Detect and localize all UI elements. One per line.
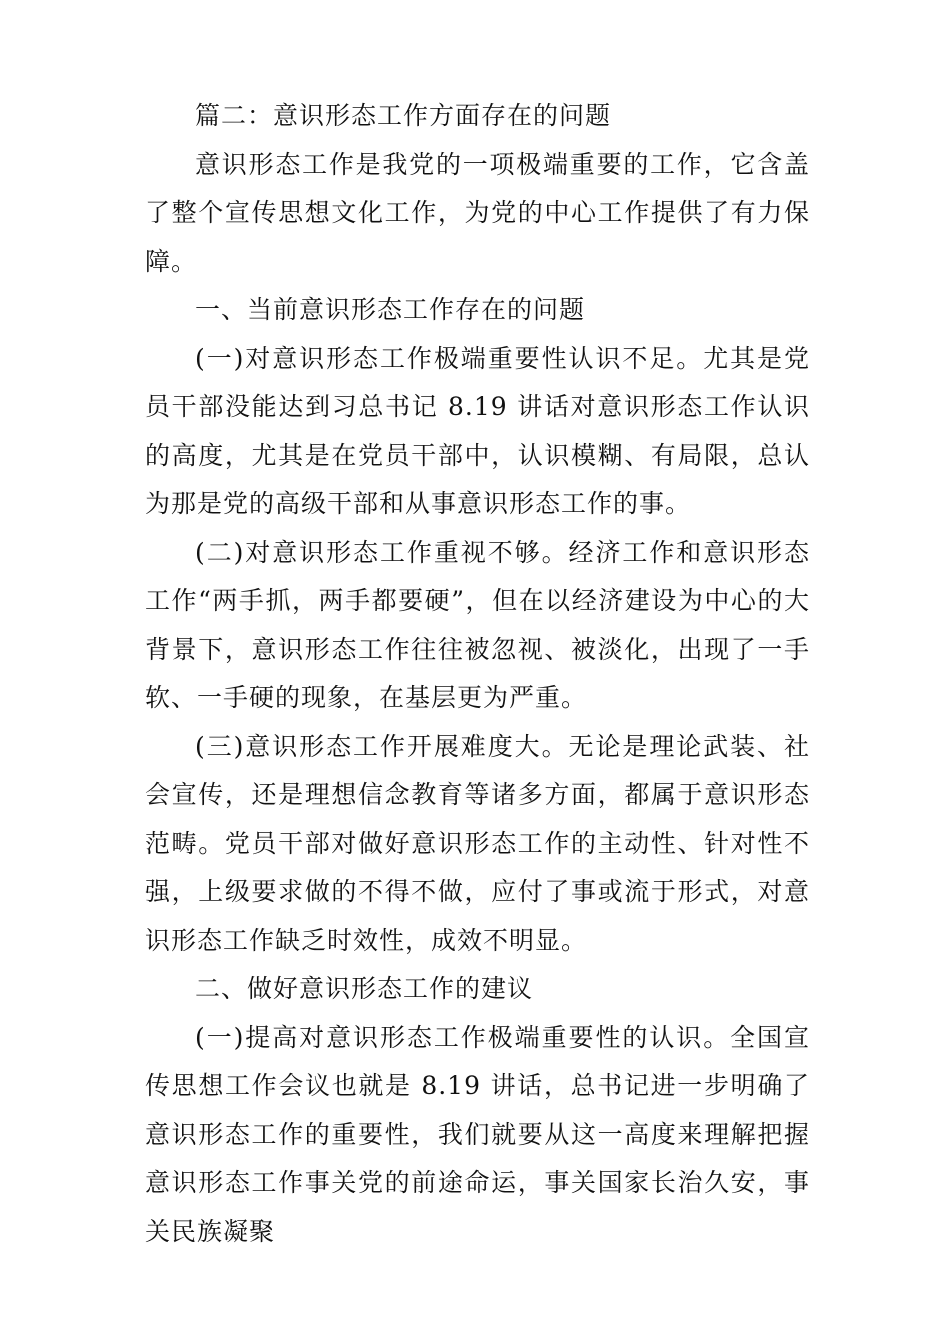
intro-paragraph: 意识形态工作是我党的一项极端重要的工作，它含盖了整个宣传思想文化工作，为党的中心工作提供了有力保障。 bbox=[145, 149, 810, 276]
problem-paragraph-3: (三)意识形态工作开展难度大。无论是理论武装、社会宣传，还是理想信念教育等诸多方面，都属于意识形态范畴。党员干部对做好意识形态工作的主动性、针对性不强，上级要求做的不得不做，应付了事或流于形式，对意识形态工作缺乏时效性，成效不明显。 bbox=[145, 731, 810, 955]
problem-paragraph-1: (一)对意识形态工作极端重要性认识不足。尤其是党员干部没能达到习总书记 8.19 讲话对意识形态工作认识的高度，尤其是在党员干部中，认识模糊、有局限，总认为那是党的高级干部和从事意识形态工作的事。 bbox=[145, 343, 810, 518]
heading-current-problems: 一、当前意识形态工作存在的问题 bbox=[195, 295, 586, 324]
problem-paragraph-2: (二)对意识形态工作重视不够。经济工作和意识形态工作“两手抓，两手都要硬”，但在以经济建设为中心的大背景下，意识形态工作往往被忽视、被淡化，出现了一手软、一手硬的现象，在基层更为严重。 bbox=[145, 537, 810, 712]
document-body bbox=[145, 92, 810, 1256]
heading-suggestions: 二、做好意识形态工作的建议 bbox=[195, 974, 534, 1003]
suggestion-paragraph-1: (一)提高对意识形态工作极端重要性的认识。全国宣传思想工作会议也就是 8.19 讲话，总书记进一步明确了意识形态工作的重要性，我们就要从这一高度来理解把握意识形态工作事关党的前途命运，事关国家长治久安，事关民族凝聚 bbox=[145, 1022, 810, 1246]
section-title: 篇二：意识形态工作方面存在的问题 bbox=[195, 101, 612, 130]
